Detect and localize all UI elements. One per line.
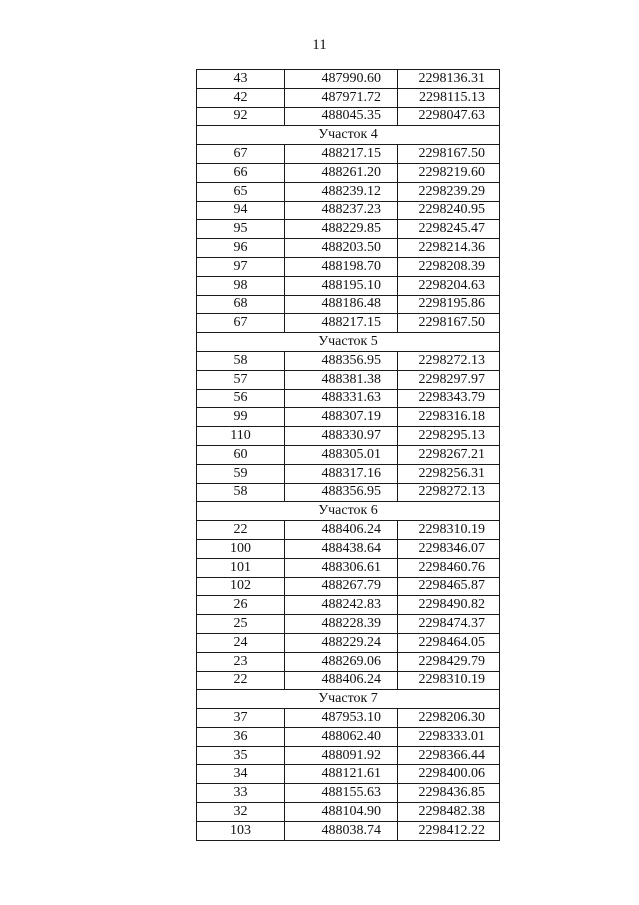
- table-row: [197, 596, 500, 615]
- x-coordinate-cell: 488155.63: [285, 784, 398, 803]
- point-number-cell: 59: [197, 464, 285, 483]
- table-row: [197, 239, 500, 258]
- point-number-cell: 22: [197, 521, 285, 540]
- y-coordinate-cell: 2298465.87: [398, 577, 500, 596]
- point-number-cell: 43: [197, 70, 285, 89]
- table-row: [197, 427, 500, 446]
- y-coordinate-cell: 2298206.30: [398, 709, 500, 728]
- table-row: [197, 220, 500, 239]
- table-row: [197, 70, 500, 89]
- table-row: [197, 389, 500, 408]
- x-coordinate-cell: 488306.61: [285, 558, 398, 577]
- x-coordinate-cell: 488121.61: [285, 765, 398, 784]
- table-row: [197, 351, 500, 370]
- point-number-cell: 92: [197, 107, 285, 126]
- y-coordinate-cell: 2298400.06: [398, 765, 500, 784]
- x-coordinate-cell: 488195.10: [285, 276, 398, 295]
- y-coordinate-cell: 2298240.95: [398, 201, 500, 220]
- point-number-cell: 68: [197, 295, 285, 314]
- y-coordinate-cell: 2298295.13: [398, 427, 500, 446]
- table-row: [197, 464, 500, 483]
- y-coordinate-cell: 2298115.13: [398, 88, 500, 107]
- y-coordinate-cell: 2298047.63: [398, 107, 500, 126]
- table-row: [197, 408, 500, 427]
- table-row: [197, 370, 500, 389]
- table-row: [197, 295, 500, 314]
- page-number: 11: [312, 37, 327, 53]
- table-row: [197, 145, 500, 164]
- x-coordinate-cell: 487990.60: [285, 70, 398, 89]
- table-row: [197, 671, 500, 690]
- section-header-row: [197, 126, 500, 145]
- x-coordinate-cell: 488045.35: [285, 107, 398, 126]
- y-coordinate-cell: 2298195.86: [398, 295, 500, 314]
- section-title: Участок 5: [197, 333, 500, 352]
- table-row: [197, 182, 500, 201]
- y-coordinate-cell: 2298490.82: [398, 596, 500, 615]
- point-number-cell: 103: [197, 821, 285, 840]
- table-row: [197, 727, 500, 746]
- y-coordinate-cell: 2298429.79: [398, 652, 500, 671]
- point-number-cell: 57: [197, 370, 285, 389]
- y-coordinate-cell: 2298316.18: [398, 408, 500, 427]
- table-row: [197, 521, 500, 540]
- point-number-cell: 99: [197, 408, 285, 427]
- point-number-cell: 94: [197, 201, 285, 220]
- section-title: Участок 6: [197, 502, 500, 521]
- section-title: Участок 4: [197, 126, 500, 145]
- table-row: [197, 88, 500, 107]
- table-row: [197, 784, 500, 803]
- x-coordinate-cell: 488381.38: [285, 370, 398, 389]
- x-coordinate-cell: 488330.97: [285, 427, 398, 446]
- point-number-cell: 56: [197, 389, 285, 408]
- point-number-cell: 36: [197, 727, 285, 746]
- section-header-row: [197, 690, 500, 709]
- table-row: [197, 558, 500, 577]
- y-coordinate-cell: 2298256.31: [398, 464, 500, 483]
- table-row: [197, 709, 500, 728]
- table-row: [197, 107, 500, 126]
- table-row: [197, 257, 500, 276]
- x-coordinate-cell: 488261.20: [285, 163, 398, 182]
- point-number-cell: 95: [197, 220, 285, 239]
- point-number-cell: 35: [197, 746, 285, 765]
- y-coordinate-cell: 2298272.13: [398, 351, 500, 370]
- table-row: [197, 652, 500, 671]
- x-coordinate-cell: 488438.64: [285, 539, 398, 558]
- point-number-cell: 102: [197, 577, 285, 596]
- point-number-cell: 60: [197, 445, 285, 464]
- section-title: Участок 7: [197, 690, 500, 709]
- x-coordinate-cell: 487971.72: [285, 88, 398, 107]
- point-number-cell: 22: [197, 671, 285, 690]
- y-coordinate-cell: 2298333.01: [398, 727, 500, 746]
- table-row: [197, 201, 500, 220]
- x-coordinate-cell: 488317.16: [285, 464, 398, 483]
- y-coordinate-cell: 2298412.22: [398, 821, 500, 840]
- table-row: [197, 163, 500, 182]
- x-coordinate-cell: 488356.95: [285, 483, 398, 502]
- y-coordinate-cell: 2298208.39: [398, 257, 500, 276]
- point-number-cell: 26: [197, 596, 285, 615]
- x-coordinate-cell: 488217.15: [285, 145, 398, 164]
- y-coordinate-cell: 2298167.50: [398, 314, 500, 333]
- y-coordinate-cell: 2298272.13: [398, 483, 500, 502]
- point-number-cell: 100: [197, 539, 285, 558]
- y-coordinate-cell: 2298482.38: [398, 803, 500, 822]
- y-coordinate-cell: 2298239.29: [398, 182, 500, 201]
- x-coordinate-cell: 488091.92: [285, 746, 398, 765]
- table-row: [197, 276, 500, 295]
- point-number-cell: 66: [197, 163, 285, 182]
- table-row: [197, 314, 500, 333]
- point-number-cell: 42: [197, 88, 285, 107]
- table-row: [197, 445, 500, 464]
- x-coordinate-cell: 488331.63: [285, 389, 398, 408]
- y-coordinate-cell: 2298245.47: [398, 220, 500, 239]
- point-number-cell: 101: [197, 558, 285, 577]
- table-row: [197, 746, 500, 765]
- table-row: [197, 765, 500, 784]
- y-coordinate-cell: 2298167.50: [398, 145, 500, 164]
- x-coordinate-cell: 488406.24: [285, 521, 398, 540]
- table-row: [197, 539, 500, 558]
- point-number-cell: 24: [197, 633, 285, 652]
- x-coordinate-cell: 488237.23: [285, 201, 398, 220]
- x-coordinate-cell: 488406.24: [285, 671, 398, 690]
- section-header-row: [197, 502, 500, 521]
- y-coordinate-cell: 2298297.97: [398, 370, 500, 389]
- point-number-cell: 58: [197, 483, 285, 502]
- y-coordinate-cell: 2298267.21: [398, 445, 500, 464]
- x-coordinate-cell: 488229.85: [285, 220, 398, 239]
- coordinates-table-body: [197, 70, 500, 841]
- point-number-cell: 34: [197, 765, 285, 784]
- x-coordinate-cell: 488186.48: [285, 295, 398, 314]
- x-coordinate-cell: 487953.10: [285, 709, 398, 728]
- x-coordinate-cell: 488217.15: [285, 314, 398, 333]
- table-row: [197, 615, 500, 634]
- y-coordinate-cell: 2298474.37: [398, 615, 500, 634]
- x-coordinate-cell: 488038.74: [285, 821, 398, 840]
- table-row: [197, 633, 500, 652]
- point-number-cell: 96: [197, 239, 285, 258]
- table-row: [197, 483, 500, 502]
- x-coordinate-cell: 488307.19: [285, 408, 398, 427]
- y-coordinate-cell: 2298310.19: [398, 521, 500, 540]
- point-number-cell: 25: [197, 615, 285, 634]
- point-number-cell: 33: [197, 784, 285, 803]
- point-number-cell: 67: [197, 314, 285, 333]
- y-coordinate-cell: 2298346.07: [398, 539, 500, 558]
- table-row: [197, 803, 500, 822]
- x-coordinate-cell: 488198.70: [285, 257, 398, 276]
- point-number-cell: 67: [197, 145, 285, 164]
- x-coordinate-cell: 488228.39: [285, 615, 398, 634]
- y-coordinate-cell: 2298436.85: [398, 784, 500, 803]
- point-number-cell: 23: [197, 652, 285, 671]
- x-coordinate-cell: 488305.01: [285, 445, 398, 464]
- x-coordinate-cell: 488203.50: [285, 239, 398, 258]
- y-coordinate-cell: 2298460.76: [398, 558, 500, 577]
- y-coordinate-cell: 2298464.05: [398, 633, 500, 652]
- point-number-cell: 32: [197, 803, 285, 822]
- table-row: [197, 577, 500, 596]
- x-coordinate-cell: 488062.40: [285, 727, 398, 746]
- y-coordinate-cell: 2298219.60: [398, 163, 500, 182]
- coordinates-table: [196, 69, 500, 841]
- x-coordinate-cell: 488269.06: [285, 652, 398, 671]
- x-coordinate-cell: 488229.24: [285, 633, 398, 652]
- y-coordinate-cell: 2298310.19: [398, 671, 500, 690]
- x-coordinate-cell: 488356.95: [285, 351, 398, 370]
- table-row: [197, 821, 500, 840]
- section-header-row: [197, 333, 500, 352]
- x-coordinate-cell: 488104.90: [285, 803, 398, 822]
- y-coordinate-cell: 2298204.63: [398, 276, 500, 295]
- x-coordinate-cell: 488239.12: [285, 182, 398, 201]
- y-coordinate-cell: 2298366.44: [398, 746, 500, 765]
- point-number-cell: 110: [197, 427, 285, 446]
- point-number-cell: 98: [197, 276, 285, 295]
- x-coordinate-cell: 488242.83: [285, 596, 398, 615]
- point-number-cell: 97: [197, 257, 285, 276]
- point-number-cell: 65: [197, 182, 285, 201]
- y-coordinate-cell: 2298214.36: [398, 239, 500, 258]
- y-coordinate-cell: 2298343.79: [398, 389, 500, 408]
- y-coordinate-cell: 2298136.31: [398, 70, 500, 89]
- point-number-cell: 58: [197, 351, 285, 370]
- x-coordinate-cell: 488267.79: [285, 577, 398, 596]
- point-number-cell: 37: [197, 709, 285, 728]
